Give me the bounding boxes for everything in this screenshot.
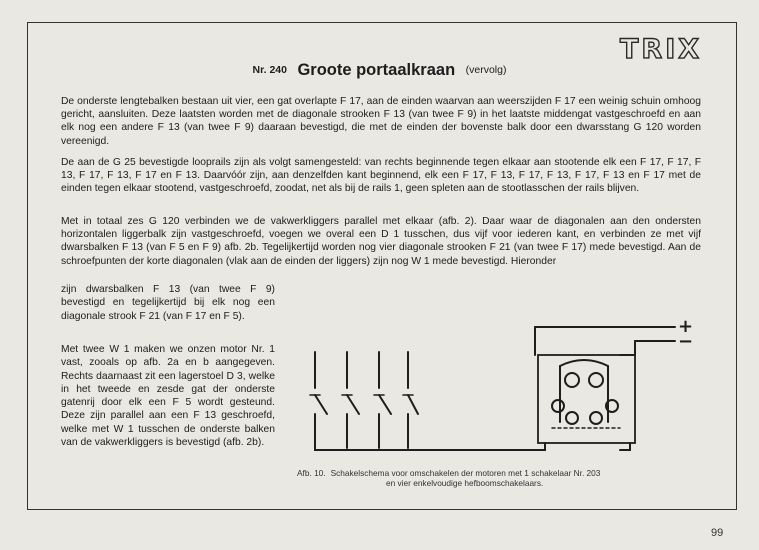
lever-switch-1 bbox=[310, 352, 327, 448]
lever-switch-3 bbox=[374, 352, 391, 448]
model-number: Nr. 240 bbox=[252, 64, 287, 76]
page-title: Groote portaalkraan bbox=[297, 61, 456, 79]
reversing-switch-203 bbox=[538, 355, 635, 443]
paragraph-1: De onderste lengtebalken bestaan uit vier, een gat overlapte F 17, aan de einden waarvan aan weerszijden F 17 een weinig schuin omhoog gericht, aansluiten. Deze laatsten worden met de diagonale strooken F 13 (van twee F 9) in het laatste middengat vastgeschroefd en aan elk nog een andere F 13 (van twee F 9) daaraan bevestigd, die met de einden der bovenste balk door een dwarsstang G 120 worden vereenigd. bbox=[61, 96, 701, 147]
plus-terminal-label: + bbox=[678, 316, 694, 337]
terminal-6 bbox=[590, 412, 602, 424]
terminal-3 bbox=[552, 400, 564, 412]
trix-logo: TRIX bbox=[620, 34, 703, 65]
minus-terminal-label: − bbox=[678, 331, 694, 352]
figure-label: Afb. 10. bbox=[297, 468, 326, 478]
left-column-paragraph-1: zijn dwarsbalken F 13 (van twee F 9) bevestigd en tegelijkertijd bij elk nog een diagonale strook F 21 (van F 17 en F 5). bbox=[61, 284, 275, 322]
caption-line-2: en vier enkelvoudige hefboomschakelaars. bbox=[386, 478, 544, 488]
caption-line-1: Schakelschema voor omschakelen der motoren met 1 schakelaar Nr. 203 bbox=[330, 468, 601, 478]
left-column-paragraph-2: Met twee W 1 maken we onzen motor Nr. 1 vast, zooals op afb. 2a en b aangegeven. Rechts daarnaast zit een lagerstoel D 3, welke in het tweede en zesde gat der onderste gatenrij door elk een F 5 wordt gesteund. Deze zijn parallel aan een F 13 geschroefd, welke met W 1 tusschen de onderste balken van de vakwerkliggers is bevestigd (afb. 2b). bbox=[61, 344, 275, 449]
continued-label: (vervolg) bbox=[465, 64, 507, 76]
figure-caption bbox=[297, 468, 707, 488]
lever-switch-4 bbox=[403, 352, 418, 448]
paragraph-2: De aan de G 25 bevestigde looprails zijn als volgt samengesteld: van rechts beginnende tegen elkaar aan stootende elk een F 17, F 17, F 13, F 17, F 13, F 17 en F 13. Daarvóór zijn, aan denzelfden kant beginnend, elk een F 17, F 13, F 17, F 13, F 17, F 13 en F 17 met de einden tegen elkaar stootend, vastgeschroefd, zoodat, net als bij de rails 1, geen spleten aan de stootlasschen der rails blijven. bbox=[61, 157, 701, 195]
terminal-5 bbox=[566, 412, 578, 424]
page-number: 99 bbox=[711, 527, 724, 539]
terminal-2 bbox=[589, 373, 603, 387]
terminal-1 bbox=[565, 373, 579, 387]
paragraph-3: Met in totaal zes G 120 verbinden we de vakwerkliggers parallel met elkaar (afb. 2). Daar waar de diagonalen aan den ondersten horizontalen liggerbalk zijn vastgeschroefd, voegen we overal een D 1 tusschen, dus vijf voor iederen kant, en verbinden ze met vijf dwarsbalken F 13 (van F 5 en F 9) afb. 2b. Tegelijkertijd worden nog vier diagonale strooken F 21 (van twee F 17) mede bevestigd. Aan de schroefpunten der korte diagonalen (vlak aan de einden der liggers) zijn nog W 1 mede bevestigd. Hieronder bbox=[61, 216, 701, 267]
switch-wiring-diagram bbox=[290, 310, 710, 470]
lever-switch-2 bbox=[342, 352, 359, 448]
page-heading bbox=[0, 60, 759, 80]
